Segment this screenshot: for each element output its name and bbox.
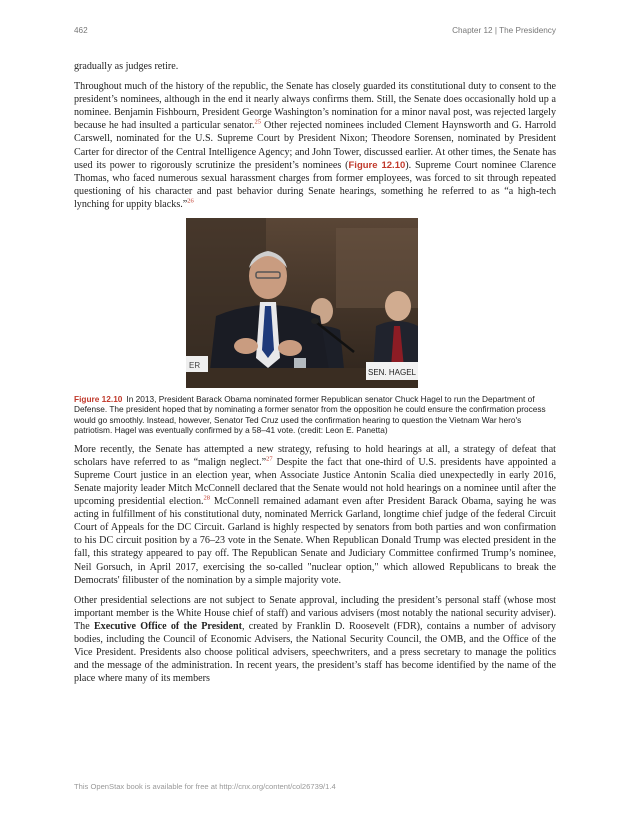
footnote-ref-26[interactable]: 26 — [187, 197, 194, 205]
paragraph-senate-nominees: Throughout much of the history of the republic, the Senate has closely guarded its constitutional duty to consent to the president’s nominees, although in the end it nearly always confirms them. Still, the Senate does occasionally hold up a nominee. Benjamin Fishbourn, President George Washington’s nomination for a minor naval post, was rejected largely because he had insulted a particular senator.$^{25}$ Other rejected nominees included Clement Haynsworth and G. Harrold Carswell, nominated for the U.S. Supreme Court by President Nixon; Theodore Sorensen, nominated by President Carter for director of the Central Intelligence Agency; and John Tower, discussed earlier. At other times, the Senate has used its power to rigorously scrutinize the president’s nominees (Figure 12.10). Supreme Court nominee Clarence Thomas, who faced numerous sexual harassment charges from former employees, was forced to sit through repeated questioning of his character and past behavior during Senate hearings, something he referred to as “a high-tech lynching for uppity blacks.”$^{26}$ — [74, 81, 556, 210]
nameplate-left-text: ER — [189, 361, 201, 371]
nameplate-text: SEN. HAGEL — [367, 368, 417, 378]
figure-label: Figure 12.10 — [74, 394, 123, 405]
footnote-ref-25[interactable]: 25 — [254, 119, 261, 127]
figure-link[interactable]: Figure 12.10 — [348, 159, 406, 171]
footnote-ref-28[interactable]: 28 — [203, 494, 211, 502]
page-footer: This OpenStax book is available for free at http://cnx.org/content/col26739/1.4 — [74, 782, 336, 791]
figure-photo — [186, 218, 418, 388]
hearing-photo — [186, 218, 418, 388]
page-number: 462 — [74, 26, 88, 35]
main-text — [74, 60, 556, 692]
paragraph-continuation: gradually as judges retire. — [74, 61, 179, 72]
paragraph-executive-office: Other presidential selections are not subject to Senate approval, including the president’s personal staff (whose most important member is the White House chief of staff) and various advisers (most notably the national security adviser). The Executive Office of the President, created by Franklin D. Roosevelt (FDR), contains a number of advisory bodies, including the Council of Economic Advisers, the National Security Council, the OMB, and the Office of the Vice President. Presidents also choose political advisers, speechwriters, and a press secretary to manage the politics and the message of the administration. In recent years, the president’s staff has become identified by the name of the place where many of its members — [74, 594, 556, 685]
chapter-title: Chapter 12 | The Presidency — [452, 26, 556, 35]
figure-caption: Figure 12.10 In 2013, President Barack Obama nominated former Republican senator Chuck Hagel to run the Department of Defense. The president hoped that by nominating a former senator from the opposition he could ensure the confirmation process would go smoothly. Instead, however, Senator Ted Cruz used the confirmation hearing to question the Vietnam War hero's patriotism. Hagel was eventually confirmed by a 58–41 vote. (credit: Leon E. Panetta) — [74, 394, 546, 436]
key-term: Executive Office of the President — [93, 620, 242, 632]
paragraph-malign-neglect: More recently, the Senate has attempted a new strategy, refusing to hold hearings at all, a strategy of defeat that scholars have referred to as “malign neglect.”$^{27}$ Despite the fact that one-third of U.S. presidents have appointed a Supreme Court justice in an election year, when Associate Justice Antonin Scalia died unexpectedly in early 2016, Senate majority leader Mitch McConnell declared that the Senate would not hold hearings on a nominee until after the upcoming presidential election.$^{28}$ McConnell remained adamant even after President Barack Obama, saying he was acting in fulfillment of his constitutional duty, nominated Merrick Garland, longtime chief judge of the federal Circuit Court of Appeals for the DC Circuit. Garland is highly respected by senators from both parties and won confirmation to his DC circuit position by a 76–23 vote in the Senate. When Republican Donald Trump was elected president in the fall, this strategy appeared to pay off. The Republican Senate and Judiciary Committee confirmed Trump’s nominee, Neil Gorsuch, in April 2017, exercising the so-called "nuclear option," which allowed Republicans to break the Democrats' filibuster of the nomination by a simple majority vote. — [74, 443, 556, 586]
footnote-ref-27[interactable]: 27 — [266, 455, 273, 463]
